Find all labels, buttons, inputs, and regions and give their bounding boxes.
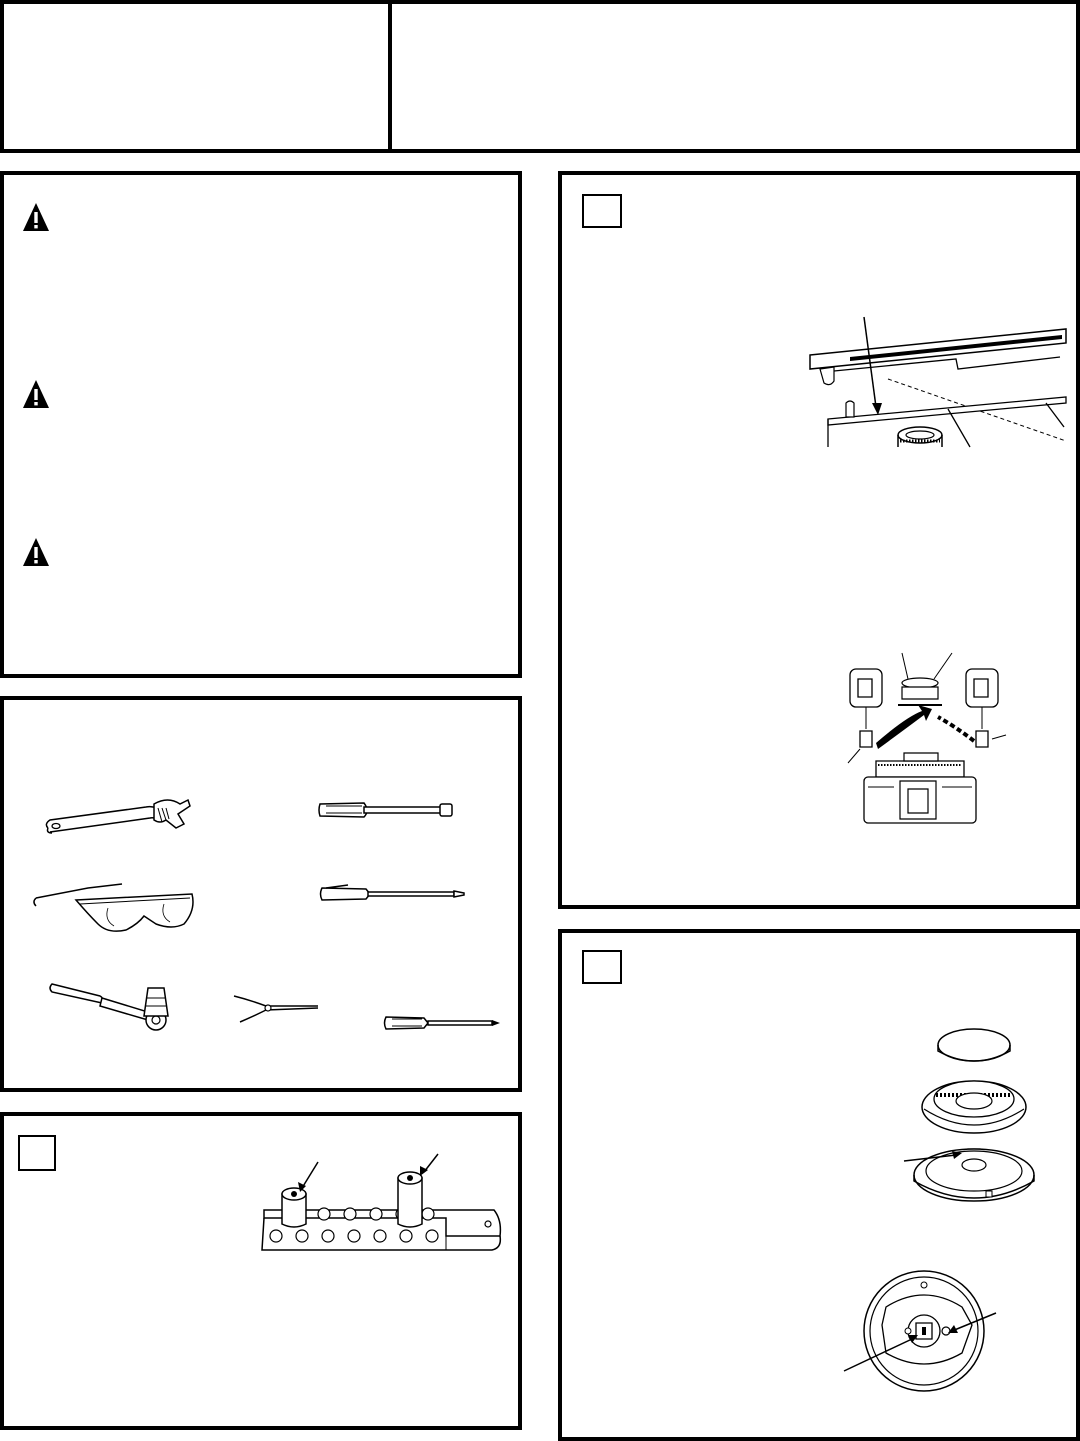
- warning-triangle-icon: [22, 379, 50, 409]
- warnings-panel: [0, 171, 522, 678]
- flat-blade-screwdriver-icon: [318, 882, 468, 906]
- phillips-screwdriver-icon: [382, 1010, 504, 1036]
- ratchet-socket-icon: [48, 976, 178, 1036]
- burner-base-top-view-icon: [842, 1263, 1006, 1399]
- cooktop-burner-box-icon: [810, 317, 1072, 447]
- step-panel-cooktop-removal: [558, 171, 1080, 909]
- adjustable-wrench-icon: [42, 798, 192, 840]
- step-number-box: [18, 1135, 56, 1171]
- step-number-box: [582, 194, 622, 228]
- warning-triangle-icon: [22, 202, 50, 232]
- needle-nose-pliers-icon: [230, 992, 322, 1026]
- nut-driver-icon: [316, 798, 456, 824]
- orifice-swap-diagram-icon: [846, 653, 1006, 825]
- header-description-cell: [388, 0, 1080, 153]
- tools-panel: [0, 696, 522, 1092]
- step-panel-orifice-holder: [0, 1112, 522, 1430]
- warning-triangle-icon: [22, 537, 50, 567]
- header-title-cell: [0, 0, 392, 153]
- step-number-box: [582, 950, 622, 984]
- step-panel-burner-assembly: [558, 929, 1080, 1441]
- burner-exploded-view-icon: [904, 1025, 1038, 1209]
- safety-glasses-icon: [32, 880, 198, 936]
- orifice-holder-icon: [256, 1160, 504, 1262]
